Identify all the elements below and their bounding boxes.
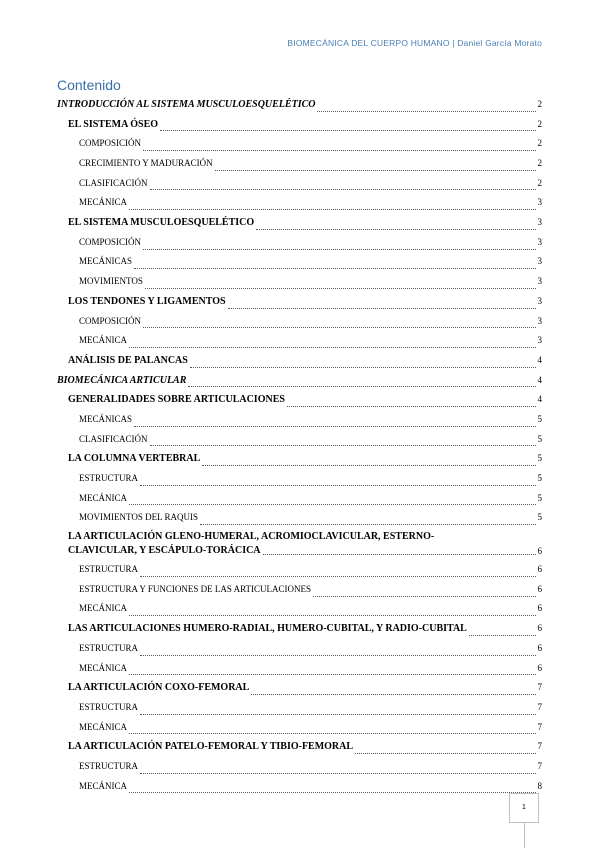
toc-entry-page: 5 <box>537 492 542 503</box>
toc-entry-page: 6 <box>537 662 542 673</box>
dot-leader <box>160 129 535 131</box>
dot-leader <box>143 248 535 250</box>
toc-entry-title: INTRODUCCIÓN AL SISTEMA MUSCULOESQUELÉTICO <box>57 98 316 110</box>
toc-entry-page: 2 <box>537 138 542 149</box>
toc-entry-title: MECÁNICA <box>79 335 128 346</box>
dot-leader <box>150 188 536 190</box>
dot-leader <box>215 169 536 171</box>
toc-entry-title: LAS ARTICULACIONES HUMERO-RADIAL, HUMERO-CUBITAL, Y RADIO-CUBITAL <box>68 623 467 635</box>
dot-leader <box>129 208 535 210</box>
toc-entry[interactable] <box>57 174 542 194</box>
toc-entry-page: 5 <box>537 512 542 523</box>
toc-entry[interactable] <box>57 272 542 292</box>
dot-leader <box>140 484 535 486</box>
toc-entry-page: 3 <box>537 236 542 247</box>
toc-entry[interactable] <box>57 489 542 509</box>
toc-entry[interactable] <box>57 698 542 718</box>
toc-entry-title: LA ARTICULACIÓN PATELO-FEMORAL Y TIBIO-FEMORAL <box>68 741 354 753</box>
toc-entry[interactable] <box>57 213 542 233</box>
toc-entry-title: ANÁLISIS DE PALANCAS <box>68 354 188 366</box>
dot-leader <box>190 366 536 368</box>
toc-entry-title: CLASIFICACIÓN <box>79 433 148 444</box>
toc-entry-page: 2 <box>537 118 542 129</box>
toc-entry-title: MOVIMIENTOS <box>79 276 143 287</box>
toc-entry[interactable] <box>57 154 542 174</box>
toc-entry-page: 6 <box>537 583 542 594</box>
dot-leader <box>313 595 535 597</box>
toc-entry-title: MECÁNICA <box>79 721 128 732</box>
toc-entry[interactable] <box>57 528 542 560</box>
toc-entry-title: MOVIMIENTOS DEL RAQUIS <box>79 512 198 523</box>
toc-entry-title: MECÁNICA <box>79 197 128 208</box>
toc-entry-page: 2 <box>537 177 542 188</box>
toc-entry[interactable] <box>57 619 542 639</box>
dot-leader <box>355 752 535 754</box>
dot-leader <box>129 614 535 616</box>
toc-entry-title: CLASIFICACIÓN <box>79 177 148 188</box>
toc-entry[interactable] <box>57 95 542 115</box>
toc-entry-page: 2 <box>537 98 542 109</box>
toc-entry-page: 3 <box>537 256 542 267</box>
toc-entry-page: 5 <box>537 473 542 484</box>
dot-leader <box>263 553 536 555</box>
dot-leader <box>150 444 536 446</box>
dot-leader <box>143 326 535 328</box>
dot-leader <box>251 693 535 695</box>
toc-entry[interactable] <box>57 560 542 580</box>
dot-leader <box>140 772 535 774</box>
toc-entry-title: COMPOSICIÓN <box>79 138 142 149</box>
toc-entry-title: ESTRUCTURA <box>79 701 139 712</box>
toc-entry-page: 6 <box>537 642 542 653</box>
toc-entry-title: LA ARTICULACIÓN COXO-FEMORAL <box>68 682 250 694</box>
toc-entry-title: ESTRUCTURA <box>79 564 139 575</box>
toc-entry[interactable] <box>57 134 542 154</box>
toc-entry-page: 3 <box>537 315 542 326</box>
toc-entry-title: MECÁNICAS <box>79 413 133 424</box>
toc-entry[interactable] <box>57 508 542 528</box>
toc-entry[interactable] <box>57 115 542 135</box>
toc-entry-page: 4 <box>537 354 542 365</box>
dot-leader <box>145 287 536 289</box>
toc-entry[interactable] <box>57 193 542 213</box>
toc-entry-title: LA COLUMNA VERTEBRAL <box>68 453 201 465</box>
dot-leader <box>129 791 535 793</box>
toc-entry-title: COMPOSICIÓN <box>79 236 142 247</box>
toc-entry[interactable] <box>57 718 542 738</box>
toc-entry-page: 5 <box>537 453 542 464</box>
toc-entry-title: EL SISTEMA MUSCULOESQUELÉTICO <box>68 217 255 229</box>
table-of-contents <box>57 95 542 796</box>
toc-entry[interactable] <box>57 253 542 273</box>
toc-entry-title: GENERALIDADES SOBRE ARTICULACIONES <box>68 394 285 406</box>
toc-entry-page: 2 <box>537 158 542 169</box>
dot-leader <box>188 385 535 387</box>
toc-entry-title: MECÁNICAS <box>79 256 133 267</box>
toc-entry[interactable] <box>57 331 542 351</box>
dot-leader <box>143 149 535 151</box>
toc-entry[interactable] <box>57 757 542 777</box>
toc-entry[interactable] <box>57 351 542 371</box>
dot-leader <box>202 464 535 466</box>
toc-entry-title: EL SISTEMA ÓSEO <box>68 118 159 130</box>
toc-entry[interactable] <box>57 580 542 600</box>
dot-leader <box>228 307 536 309</box>
toc-entry-title-line2: CLAVICULAR, Y ESCÁPULO-TORÁCICA <box>68 545 261 557</box>
toc-entry[interactable] <box>57 390 542 410</box>
toc-entry-page: 7 <box>537 701 542 712</box>
toc-entry-page: 3 <box>537 197 542 208</box>
toc-entry-title: LOS TENDONES Y LIGAMENTOS <box>68 295 226 307</box>
toc-entry-title: ESTRUCTURA <box>79 642 139 653</box>
toc-entry[interactable] <box>57 410 542 430</box>
toc-entry[interactable] <box>57 312 542 332</box>
toc-entry-page: 7 <box>537 741 542 752</box>
dot-leader <box>317 110 535 112</box>
toc-entry-page: 7 <box>537 682 542 693</box>
dot-leader <box>140 575 535 577</box>
toc-entry[interactable] <box>57 600 542 620</box>
toc-entry-page: 7 <box>537 721 542 732</box>
toc-entry-page: 8 <box>537 780 542 791</box>
dot-leader <box>140 713 535 715</box>
dot-leader <box>200 523 536 525</box>
toc-entry-title: ESTRUCTURA <box>79 760 139 771</box>
dot-leader <box>129 732 535 734</box>
toc-entry[interactable] <box>57 469 542 489</box>
toc-entry-page: 6 <box>537 603 542 614</box>
toc-entry-title: MECÁNICA <box>79 662 128 673</box>
dot-leader <box>256 228 535 230</box>
toc-entry[interactable] <box>57 659 542 679</box>
toc-entry-page: 6 <box>537 623 542 634</box>
toc-entry-title: CRECIMIENTO Y MADURACIÓN <box>79 158 213 169</box>
toc-entry-page: 3 <box>537 335 542 346</box>
toc-entry-title: MECÁNICA <box>79 492 128 503</box>
toc-entry[interactable] <box>57 371 542 391</box>
toc-entry-page: 5 <box>537 433 542 444</box>
dot-leader <box>287 405 536 407</box>
toc-entry-title: COMPOSICIÓN <box>79 315 142 326</box>
toc-entry-page: 3 <box>537 217 542 228</box>
dot-leader <box>129 346 535 348</box>
dot-leader <box>134 267 535 269</box>
dot-leader <box>129 673 535 675</box>
toc-entry-page: 4 <box>537 394 542 405</box>
toc-entry-page: 7 <box>537 760 542 771</box>
running-header: BIOMECÁNICA DEL CUERPO HUMANO | Daniel García Morato <box>287 38 542 48</box>
toc-entry[interactable] <box>57 292 542 312</box>
toc-entry[interactable] <box>57 449 542 469</box>
dot-leader <box>469 634 536 636</box>
toc-entry-page: 6 <box>537 564 542 575</box>
toc-title: Contenido <box>57 77 121 93</box>
page-number-connector <box>524 823 525 848</box>
toc-entry[interactable] <box>57 233 542 253</box>
toc-entry[interactable] <box>57 430 542 450</box>
toc-entry-page: 5 <box>537 413 542 424</box>
toc-entry-page: 6 <box>537 546 542 557</box>
toc-entry-title: MECÁNICA <box>79 603 128 614</box>
dot-leader <box>129 503 535 505</box>
toc-entry[interactable] <box>57 737 542 757</box>
toc-entry-title-line1: LA ARTICULACIÓN GLENO-HUMERAL, ACROMIOCLAVICULAR, ESTERNO- <box>68 531 435 543</box>
toc-entry-title: ESTRUCTURA <box>79 473 139 484</box>
toc-entry[interactable] <box>57 639 542 659</box>
toc-entry[interactable] <box>57 777 542 797</box>
toc-entry-title: ESTRUCTURA Y FUNCIONES DE LAS ARTICULACIONES <box>79 583 312 594</box>
toc-entry-page: 4 <box>537 374 542 385</box>
toc-entry-page: 3 <box>537 295 542 306</box>
dot-leader <box>140 654 535 656</box>
toc-entry[interactable] <box>57 678 542 698</box>
toc-entry-title: BIOMECÁNICA ARTICULAR <box>57 374 187 386</box>
toc-entry-title: MECÁNICA <box>79 780 128 791</box>
toc-entry-page: 3 <box>537 276 542 287</box>
page-number: 1 <box>509 793 539 823</box>
dot-leader <box>134 425 535 427</box>
